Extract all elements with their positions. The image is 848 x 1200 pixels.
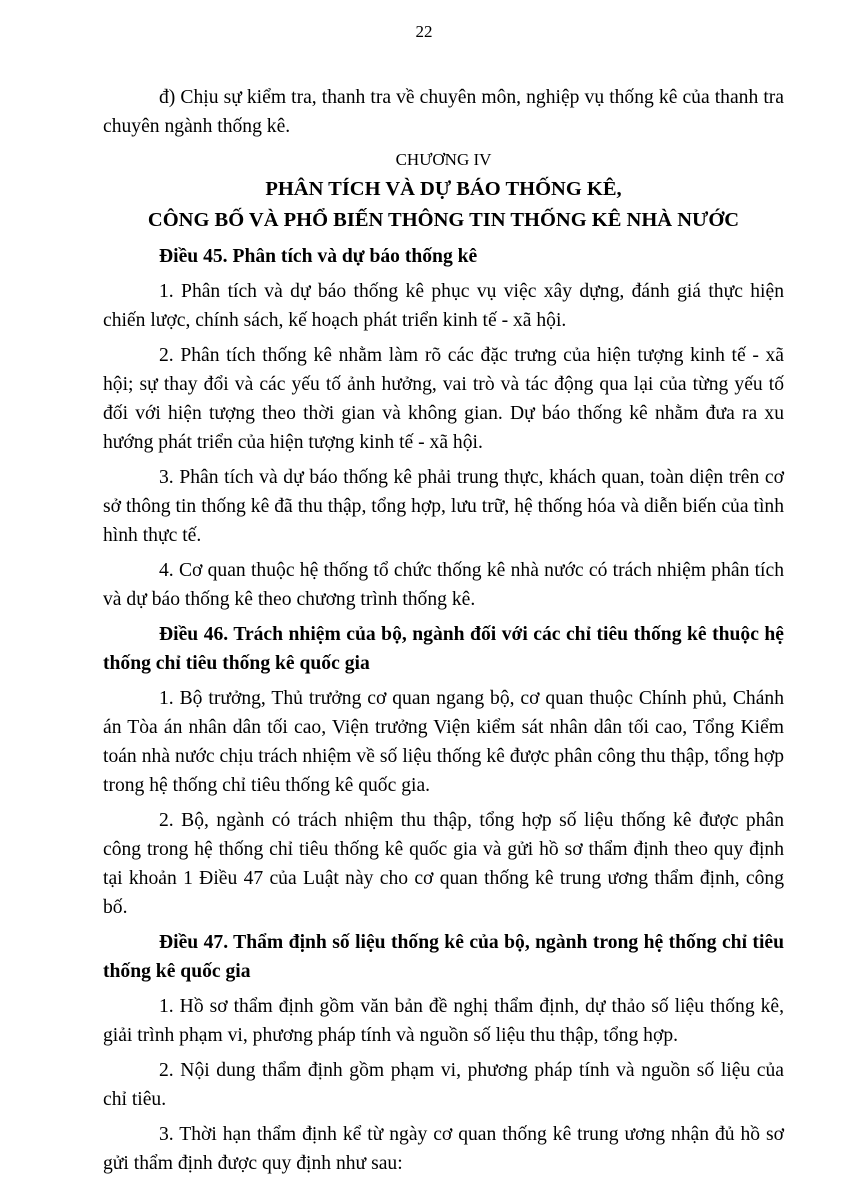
article-45-paragraph-1: 1. Phân tích và dự báo thống kê phục vụ việc xây dựng, đánh giá thực hiện chiến lược, chính sách, kế hoạch phát triển kinh tế - xã hội. xyxy=(103,281,784,331)
chapter-title xyxy=(103,174,784,236)
article-45-paragraph-4: 4. Cơ quan thuộc hệ thống tổ chức thống kê nhà nước có trách nhiệm phân tích và dự báo thống kê theo chương trình thống kê. xyxy=(103,560,784,610)
article-45-paragraph-2: 2. Phân tích thống kê nhằm làm rõ các đặc trưng của hiện tượng kinh tế - xã hội; sự thay đổi và các yếu tố ảnh hưởng, vai trò và tác động qua lại của từng yếu tố đối với hiện tượng theo thời gian và không gian. Dự báo thống kê nhằm đưa ra xu hướng phát triển của hiện tượng kinh tế - xã hội. xyxy=(103,345,784,453)
chapter-title-line-2: CÔNG BỐ VÀ PHỔ BIẾN THÔNG TIN THỐNG KÊ NHÀ NƯỚC xyxy=(147,209,740,231)
intro-paragraph: đ) Chịu sự kiểm tra, thanh tra về chuyên môn, nghiệp vụ thống kê của thanh tra chuyên ngành thống kê. xyxy=(103,87,784,137)
article-46-heading: Điều 46. Trách nhiệm của bộ, ngành đối với các chỉ tiêu thống kê thuộc hệ thống chỉ tiêu thống kê quốc gia xyxy=(103,624,784,674)
article-46-paragraph-1: 1. Bộ trưởng, Thủ trưởng cơ quan ngang bộ, cơ quan thuộc Chính phủ, Chánh án Tòa án nhân dân tối cao, Viện trưởng Viện kiểm sát nhân dân tối cao, Tổng Kiểm toán nhà nước chịu trách nhiệm về số liệu thống kê được phân công thu thập, tổng hợp trong hệ thống chỉ tiêu thống kê quốc gia. xyxy=(103,688,784,796)
chapter-label: CHƯƠNG IV xyxy=(395,150,492,169)
article-46-paragraph-2: 2. Bộ, ngành có trách nhiệm thu thập, tổng hợp số liệu thống kê được phân công trong hệ thống chỉ tiêu thống kê quốc gia và gửi hồ sơ thẩm định theo quy định tại khoản 1 Điều 47 của Luật này cho cơ quan thống kê trung ương thẩm định, công bố. xyxy=(103,810,784,918)
article-47-paragraph-2: 2. Nội dung thẩm định gồm phạm vi, phương pháp tính và nguồn số liệu của chỉ tiêu. xyxy=(103,1060,784,1110)
article-47-paragraph-3: 3. Thời hạn thẩm định kể từ ngày cơ quan thống kê trung ương nhận đủ hồ sơ gửi thẩm định được quy định như sau: xyxy=(103,1124,784,1174)
document-body xyxy=(103,83,784,1184)
page-number: 22 xyxy=(415,22,433,41)
article-47-paragraph-1: 1. Hồ sơ thẩm định gồm văn bản đề nghị thẩm định, dự thảo số liệu thống kê, giải trình phạm vi, phương pháp tính và nguồn số liệu thu thập, tổng hợp. xyxy=(103,996,784,1046)
chapter-title-line-1: PHÂN TÍCH VÀ DỰ BÁO THỐNG KÊ, xyxy=(265,178,622,200)
article-45-paragraph-3: 3. Phân tích và dự báo thống kê phải trung thực, khách quan, toàn diện trên cơ sở thông tin thống kê đã thu thập, tổng hợp, lưu trữ, hệ thống hóa và diễn biến của tình hình thực tế. xyxy=(103,467,784,546)
article-45-heading: Điều 45. Phân tích và dự báo thống kê xyxy=(159,246,478,267)
article-47-heading: Điều 47. Thẩm định số liệu thống kê của bộ, ngành trong hệ thống chỉ tiêu thống kê quốc gia xyxy=(103,932,784,982)
